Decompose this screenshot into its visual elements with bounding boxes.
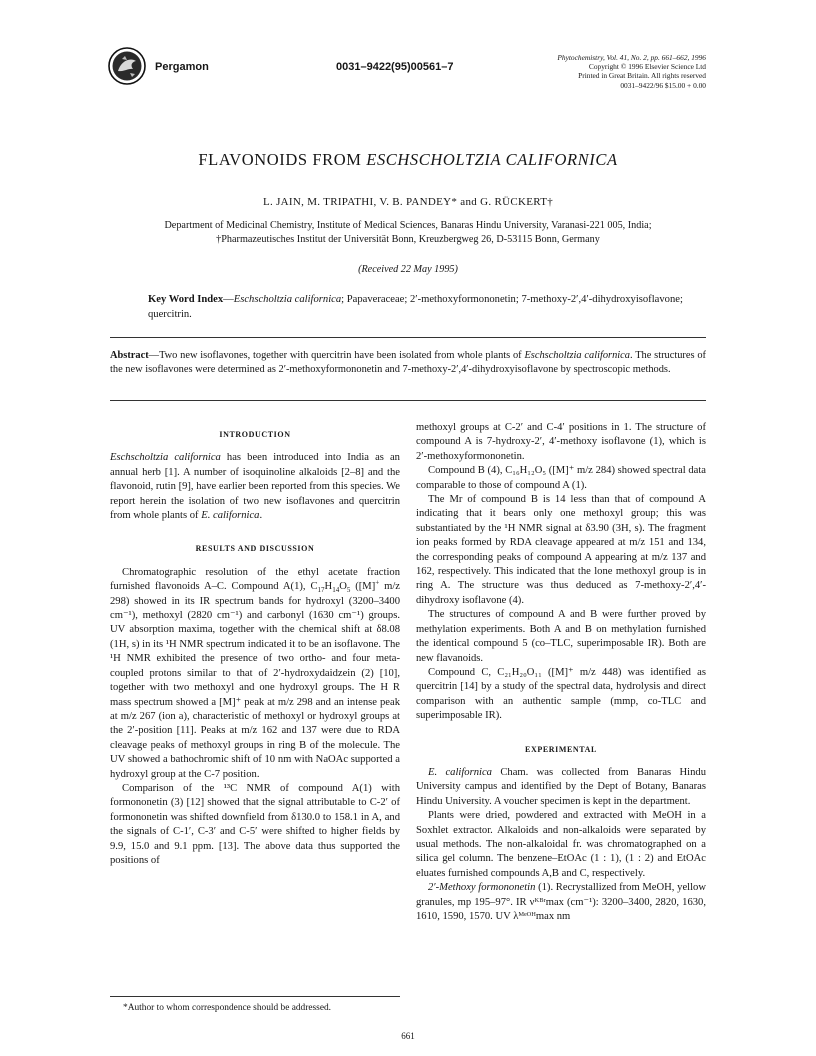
intro-text: has been introduced into India as an annual herb [1]. A number of isoquinoline alkaloids [2–8] and the flavonoid, rutin [9], have earlier been reported from this species. We report herein the isolation of two new isoflavones and quercitrin from whole plants of	[110, 452, 400, 522]
paper-title	[0, 150, 816, 170]
footnote-divider	[110, 996, 400, 997]
keywords-dash: —	[223, 294, 234, 305]
intro-end: .	[259, 510, 263, 522]
divider	[110, 337, 706, 338]
right-column	[416, 421, 706, 924]
journal-line: Copyright © 1996 Elsevier Science Ltd	[588, 62, 706, 72]
paragraph: The structures of compound A and B were further proved by methylation experiments. Both A and B on methylation furnished the identical compound 5 (co–TLC, superimposable IR). Both are new flavanoids.	[416, 609, 706, 664]
species-name: Eschscholtzia californica	[110, 452, 221, 464]
keyword-index	[148, 293, 708, 322]
paragraph: Compound B (4), C₁₆H₁₂O₅ ([M]⁺ m/z 284) showed spectral data comparable to those of compound A (1).	[416, 465, 706, 491]
publisher-logo	[108, 47, 146, 85]
experimental-paragraph: Plants were dried, powdered and extracted with MeOH in a Soxhlet extractor. Alkaloids and non-alkaloids were separated by usual methods. The non-alkaloidal fr. was chromatographed on a silica gel column. The benzene–EtOAc (1 : 1), (1 : 2) and EtOAc eluates furnished compounds A,B and C, respectively.	[416, 810, 706, 879]
received-date: (Received 22 May 1995)	[358, 264, 458, 275]
journal-line: Printed in Great Britain. All rights reserved	[578, 71, 706, 81]
formula-sub: 5	[346, 586, 351, 595]
formula-part: H	[324, 581, 333, 593]
formula-sub: 17	[317, 586, 325, 595]
abstract-text-2: . The structures of the new isoflavones were determined as 2′-methoxyformononetin and 7-methoxy-2′,4′-dihydroxyisoflavone by spectroscopic methods.	[110, 350, 706, 376]
affiliation-line: †Pharmazeutisches Institut der Universität Bonn, Kreuzbergweg 26, D-53115 Bonn, Germany	[216, 234, 600, 245]
formula-part: O	[339, 581, 347, 593]
section-heading: EXPERIMENTAL	[525, 744, 597, 754]
abstract-label: Abstract	[110, 350, 149, 361]
formula-sub: 14	[332, 586, 340, 595]
title-plain: FLAVONOIDS FROM	[198, 150, 367, 169]
results-text: ([M]	[350, 581, 376, 593]
abstract	[110, 349, 706, 378]
experimental-text: (1). Recrystallized from MeOH, yellow granules, mp 195–97°. IR νᴷᴮʳmax (cm⁻¹): 3200–3400, 2820, 1630, 1610, 1590, 1570. UV λᴹᵉᴼᴴmax nm	[416, 882, 706, 922]
affiliations	[100, 219, 716, 247]
paragraph: methoxyl groups at C-2′ and C-4′ positions in 1. The structure of compound A is 7-hydroxy-2′, 4′-methoxy isoflavone (1), which is 2′-methoxyformononetin.	[416, 422, 706, 462]
journal-line: Phytochemistry, Vol. 41, No. 2, pp. 661–662, 1996	[557, 53, 706, 62]
footnote: *Author to whom correspondence should be addressed.	[123, 1003, 332, 1013]
journal-info	[506, 53, 706, 90]
title-italic: ESCHSCHOLTZIA CALIFORNICA	[366, 150, 618, 169]
experimental-paragraph	[416, 766, 706, 809]
section-heading: INTRODUCTION	[219, 430, 291, 439]
compound-title: 2′-Methoxy formononetin	[428, 882, 536, 894]
publisher-name: Pergamon	[155, 61, 209, 73]
results-text: m/z 298) showed in its IR spectrum bands for hydroxyl (3200–3400 cm⁻¹), methoxyl (2820 cm⁻¹) and carbonyl (1630 cm⁻¹) groups. UV absorption maxima, together with the chemical shift at δ8.08 (1H, s) in its ¹H NMR spectrum indicated it to be an isoflavone. The ¹H NMR exhibited the presence of two ortho- and four meta- coupled protons similar to that of 2′-hydroxydaidzein (2) [10], together with two methoxyl and one hydroxyl groups. The H R mass spectrum showed a [M]⁺ peak at m/z 298 and an intense peak at m/z 267 (ion a), characteristic of methoxyl or hydroxyl groups at the 2′-position [11]. Peaks at m/z 162 and 137 were due to RDA cleavage peaks of methoxyl groups in ring B of the molecule. The UV showed a bathochromic shift of 10 nm with NaOAc supported a hydroxyl group at the C-7 position.	[110, 581, 400, 780]
results-paragraph: Comparison of the ¹³C NMR of compound A(1) with formononetin (3) [12] showed that the signal attributable to C-2′ of formononetin was shifted downfield from δ130.0 to 158.1 in A, and the signals of C-1′, C-3′ and C-5′ were shifted to higher fields by 9.9, 15.0 and 9.1 ppm. [13]. The above data thus supported the positions of	[110, 782, 400, 866]
keywords-label: Key Word Index	[148, 294, 224, 305]
formula-sup: +	[375, 578, 380, 587]
left-column	[110, 428, 400, 868]
paragraph: Compound C, C₂₁H₂₀O₁₁ ([M]⁺ m/z 448) was identified as quercitrin [14] by a study of the spectral data, hydrolysis and direct comparison with an authentic sample (mmp, co-TLC and superimposable IR).	[416, 666, 706, 722]
paragraph: The Mr of compound B is 14 less than that of compound A indicating that it bears only one methoxyl group; this was substantiated by the ¹H NMR signal at δ3.90 (3H, s). The fragment ion peaks formed by RDA cleavage appeared at m/z 151 and 134, the corresponding peaks of compound A appearing at m/z 137 and 162, respectively. This indicated that the lone methoxyl group is in ring A. The structure was thus deduced as 7-methoxy-2′,4′-dihydroxy isoflavone (4).	[416, 494, 706, 606]
results-text: Chromatographic resolution of the ethyl acetate fraction furnished flavonoids A–C. Compound A(1), C	[110, 566, 400, 593]
affiliation-line: Department of Medicinal Chemistry, Institute of Medical Sciences, Banaras Hindu University, Varanasi-221 005, India;	[164, 220, 652, 231]
intro-paragraph	[110, 451, 400, 523]
page-number: 661	[401, 1031, 415, 1041]
authors: L. JAIN, M. TRIPATHI, V. B. PANDEY* and G. RÜCKERT†	[262, 196, 554, 208]
experimental-paragraph	[416, 881, 706, 924]
species-short: E. californica	[201, 510, 260, 522]
species-short: E. californica	[428, 766, 492, 778]
abstract-species: Eschscholtzia californica	[524, 350, 630, 361]
results-paragraph	[110, 566, 400, 782]
abstract-text: —Two new isoflavones, together with quercitrin have been isolated from whole plants of	[148, 350, 525, 361]
divider	[110, 400, 706, 401]
section-heading: RESULTS AND DISCUSSION	[195, 544, 315, 554]
journal-line: 0031–9422/96 $15.00 + 0.00	[620, 80, 706, 90]
keywords-text: ; Papaveraceae; 2′-methoxyformononetin; 7-methoxy-2′,4′-dihydroxyisoflavone; quercitrin.	[148, 294, 683, 320]
experimental-text: Cham. was collected from Banaras Hindu University campus and identified by the Dept of Botany, Banaras Hindu University. A voucher specimen is kept in the department.	[416, 766, 706, 807]
keywords-species: Eschscholtzia californica	[233, 294, 342, 305]
article-code: 0031–9422(95)00561–7	[336, 61, 454, 73]
